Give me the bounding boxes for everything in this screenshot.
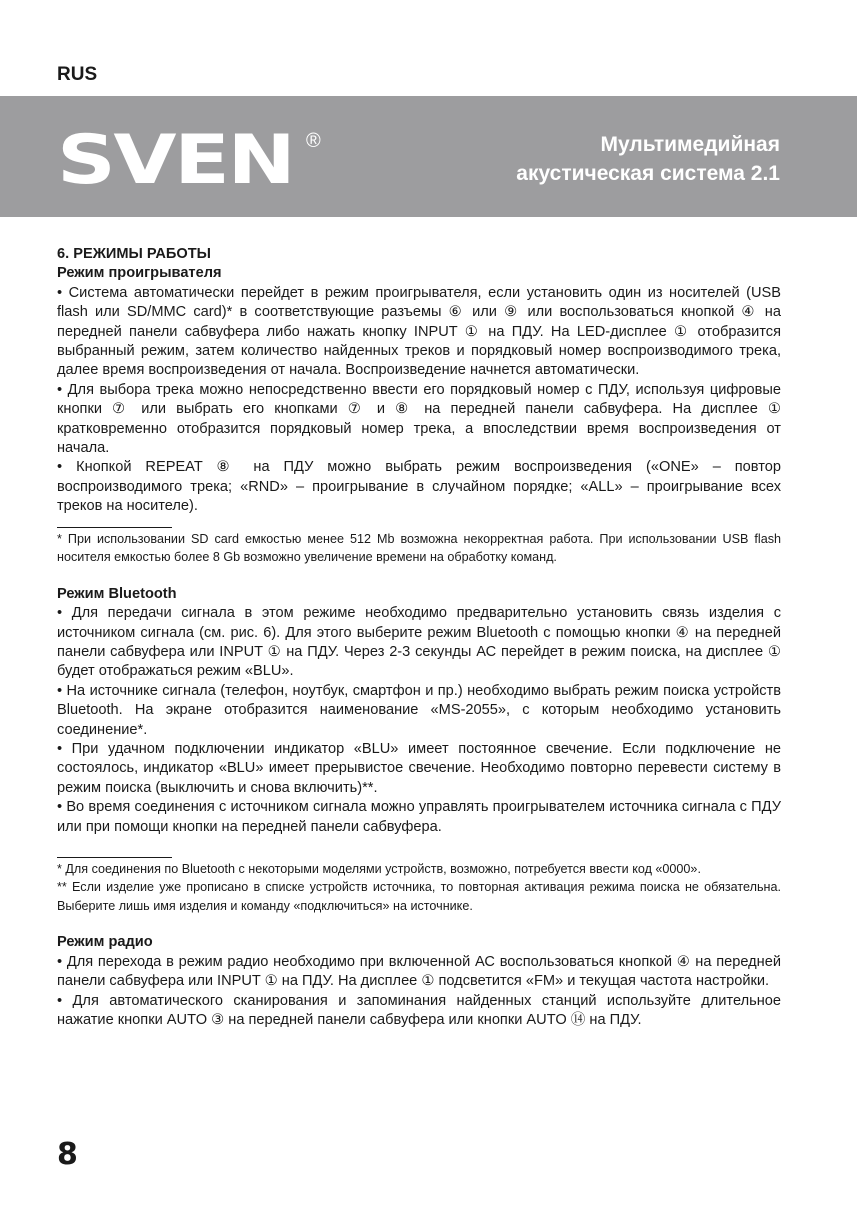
player-paragraph-3: • Кнопкой REPEAT ⑧ на ПДУ можно выбрать режим воспроизведения («ONE» – повтор воспроизводимого трека; «RND» – проигрывание в случайном порядке; «ALL» – проигрывание всех треков на носителе). (57, 459, 781, 515)
registered-mark: ® (306, 130, 321, 152)
product-title-line1: Мультимедийная (600, 133, 780, 156)
player-paragraph-1: • Система автоматически перейдет в режим проигрывателя, если установить один из носителей (USB flash или SD/MMC card)* в соответствующие разъемы ⑥ или ⑨ или воспользоваться кнопкой ④ на передней панели сабвуфера либо нажать кнопку INPUT ① на ПДУ. На LED-дисплее ① отобразится выбранный режим, затем количество найденных треков и порядковый номер воспроизводимого трека, далее время воспроизведения от начала. Воспроизведение начнется автоматически. (57, 284, 781, 379)
page-content (57, 245, 781, 1031)
footnote-divider (57, 527, 172, 528)
product-title (516, 130, 780, 188)
page-number: 8 (57, 1137, 78, 1172)
bluetooth-footnote-2: ** Если изделие уже прописано в списке устройств источника, то повторная активация режима поиска не обязательна. Выберите лишь имя изделия и команду «подключиться» на источнике. (57, 880, 781, 913)
bluetooth-mode-heading: Режим Bluetooth (57, 585, 177, 602)
radio-paragraph-2: • Для автоматического сканирования и запоминания найденных станций используйте длительное нажатие кнопки AUTO ③ на передней панели сабвуфера или кнопки AUTO ⑭ на ПДУ. (57, 992, 781, 1029)
player-mode-heading: Режим проигрывателя (57, 265, 222, 282)
section-heading: 6. РЕЖИМЫ РАБОТЫ (57, 246, 211, 262)
bluetooth-paragraph-1: • Для передачи сигнала в этом режиме необходимо предварительно установить связь изделия с источником сигнала (см. рис. 6). Для этого выберите режим Bluetooth с помощью кнопки ④ на передней панели сабвуфера или INPUT ① на ПДУ. Через 2-3 секунды АС перейдет в режим поиска, на дисплее ① будет отображаться режим «BLU». (57, 605, 781, 680)
player-paragraph-2: • Для выбора трека можно непосредственно ввести его порядковый номер с ПДУ, используя цифровые кнопки ⑦ или выбрать его кнопками ⑦ и ⑧ на передней панели сабвуфера. На дисплее ① кратковременно отобразится порядковый номер трека, а впоследствии время воспроизведения от начала. (57, 381, 781, 457)
sven-logo: SVEN (57, 121, 294, 200)
radio-paragraph-1: • Для перехода в режим радио необходимо при включенной АС воспользоваться кнопкой ④ на передней панели сабвуфера или INPUT ① на ПДУ. На дисплее ① подсветится «FM» и текущая частота настройки. (57, 953, 781, 990)
bluetooth-footnote-1: * Для соединения по Bluetooth с некоторыми моделями устройств, возможно, потребуется ввести код «0000». (57, 861, 701, 876)
product-title-line2: акустическая система 2.1 (516, 162, 780, 185)
footnote-divider (57, 857, 172, 858)
player-footnote: * При использовании SD card емкостью менее 512 Mb возможна некорректная работа. При использовании USB flash носителя емкостью более 8 Gb возможно увеличение времени на обработку команд. (57, 531, 781, 565)
radio-mode-heading: Режим радио (57, 934, 153, 951)
bluetooth-paragraph-4: • Во время соединения с источником сигнала можно управлять проигрывателем источника сигнала с ПДУ или при помощи кнопки на передней панели сабвуфера. (57, 799, 781, 835)
language-label: RUS (57, 64, 98, 85)
bluetooth-paragraph-3: • При удачном подключении индикатор «BLU» имеет постоянное свечение. Если подключение не состоялось, индикатор «BLU» имеет прерывистое свечение. Необходимо повторно перевести систему в режим поиска (выключить и снова включить)**. (57, 740, 781, 796)
header-banner (0, 96, 857, 217)
bluetooth-paragraph-2: • На источнике сигнала (телефон, ноутбук, смартфон и пр.) необходимо выбрать режим поиска устройств Bluetooth. На экране отобразится наименование «MS-2055», с которым необходимо установить соединение*. (57, 682, 781, 738)
